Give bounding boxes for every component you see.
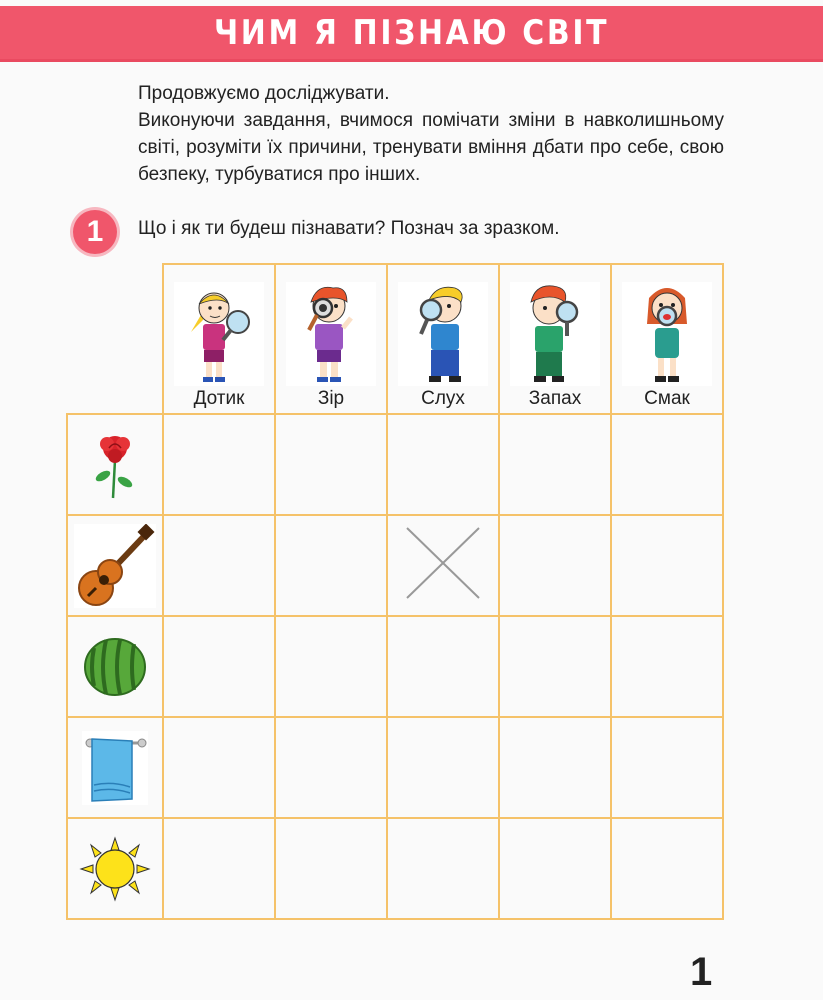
answer-cell[interactable]	[163, 515, 275, 616]
table-row	[67, 818, 723, 919]
boy-hearing-icon	[393, 278, 493, 388]
table-row	[67, 414, 723, 515]
answer-cell[interactable]	[611, 515, 723, 616]
senses-table	[66, 263, 724, 920]
column-label-taste: Смак	[644, 388, 690, 409]
row-header	[67, 616, 163, 717]
intro-line-1: Продовжуємо досліджувати.	[138, 83, 390, 104]
answer-cell[interactable]	[611, 414, 723, 515]
answer-cell[interactable]	[611, 616, 723, 717]
intro-text	[138, 80, 724, 188]
column-touch	[163, 264, 275, 414]
answer-cell[interactable]	[499, 515, 611, 616]
column-hearing	[387, 264, 499, 414]
cross-mark-icon	[405, 526, 481, 600]
table-row	[67, 616, 723, 717]
column-label-smell: Запах	[528, 388, 582, 409]
column-taste	[611, 264, 723, 414]
sun-icon	[79, 836, 151, 902]
row-header	[67, 515, 163, 616]
intro-line-2: Виконуючи завдання, вчимося помічати зміни в навколишньому світі, розуміти їх причини, тренувати вміння дбати про себе, свою безпеку, турбуватися про інших.	[138, 110, 724, 185]
page-header	[0, 6, 823, 62]
boy-sight-icon	[281, 278, 381, 388]
column-smell	[499, 264, 611, 414]
answer-cell[interactable]	[275, 515, 387, 616]
answer-cell[interactable]	[275, 414, 387, 515]
answer-cell[interactable]	[163, 818, 275, 919]
answer-cell[interactable]	[499, 616, 611, 717]
answer-cell[interactable]	[275, 717, 387, 818]
answer-cell[interactable]	[163, 717, 275, 818]
answer-cell[interactable]	[163, 414, 275, 515]
answer-cell[interactable]	[275, 616, 387, 717]
answer-cell[interactable]	[275, 818, 387, 919]
answer-cell[interactable]	[387, 717, 499, 818]
row-header	[67, 818, 163, 919]
row-header	[67, 414, 163, 515]
page-title: ЧИМ Я ПІЗНАЮ СВІТ	[213, 12, 610, 53]
answer-cell[interactable]	[611, 717, 723, 818]
answer-cell[interactable]	[387, 414, 499, 515]
answer-cell[interactable]	[387, 818, 499, 919]
guitar-icon	[74, 524, 156, 608]
answer-cell[interactable]	[499, 818, 611, 919]
column-label-sight: Зір	[317, 388, 345, 409]
watermelon-icon	[82, 636, 148, 698]
boy-smell-icon	[505, 278, 605, 388]
girl-touch-icon	[169, 278, 269, 388]
rose-icon	[85, 430, 145, 500]
task-instruction: Що і як ти будеш пізнавати? Познач за зразком.	[138, 218, 560, 239]
task-number-badge: 1	[73, 210, 117, 254]
answer-cell[interactable]	[611, 818, 723, 919]
column-sight	[275, 264, 387, 414]
towel-icon	[82, 731, 148, 805]
answer-cell[interactable]	[387, 616, 499, 717]
page-number: 1	[690, 950, 713, 994]
column-label-hearing: Слух	[421, 388, 465, 409]
column-label-touch: Дотик	[193, 388, 245, 409]
answer-cell-marked[interactable]	[387, 515, 499, 616]
table-corner	[67, 264, 163, 414]
table-row	[67, 515, 723, 616]
answer-cell[interactable]	[163, 616, 275, 717]
table-header-row	[67, 264, 723, 414]
answer-cell[interactable]	[499, 414, 611, 515]
girl-taste-icon	[617, 278, 717, 388]
table-row	[67, 717, 723, 818]
answer-cell[interactable]	[499, 717, 611, 818]
row-header	[67, 717, 163, 818]
